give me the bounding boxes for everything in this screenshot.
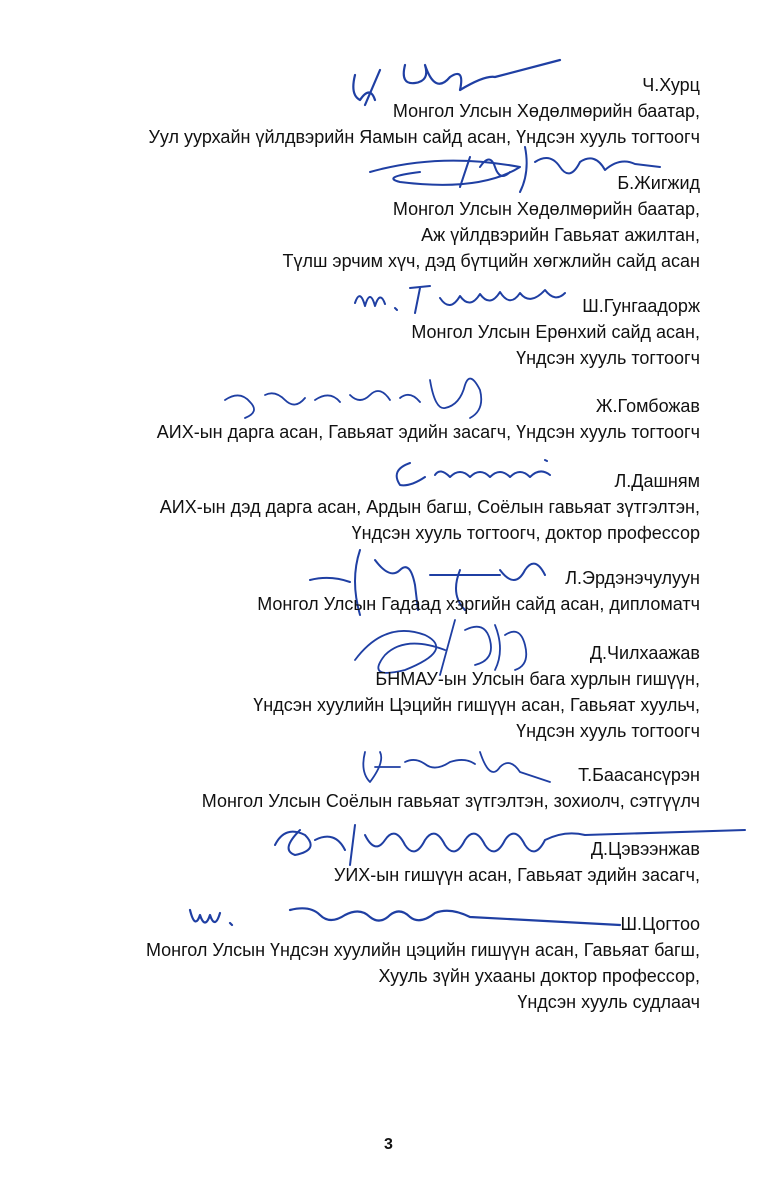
signatory-title-line: Монгол Улсын Гадаад хэргийн сайд асан, дипломатч xyxy=(257,594,700,614)
signatory-block-erdenechuluun xyxy=(257,565,700,617)
signatory-name: Т.Баасансүрэн xyxy=(578,765,700,785)
signatory-title-line: БНМАУ-ын Улсын бага хурлын гишүүн, xyxy=(375,669,700,689)
signatory-title-line: Үндсэн хууль тогтоогч xyxy=(516,721,700,741)
signatory-name: Ж.Гомбожав xyxy=(595,396,700,416)
signatory-block-gombojav xyxy=(157,393,700,445)
signatory-block-gungaadorj xyxy=(411,293,700,371)
page-number: 3 xyxy=(384,1136,393,1153)
signatory-block-jigjid xyxy=(282,170,700,274)
signatory-block-khurts xyxy=(148,72,700,150)
signatory-title-line: Аж үйлдвэрийн Гавьяат ажилтан, xyxy=(421,225,700,245)
signatory-title-line: Монгол Улсын Хөдөлмөрийн баатар, xyxy=(392,199,700,219)
signatory-title-line: Үндсэн хууль тогтоогч xyxy=(516,348,700,368)
signatory-title-line: Үндсэн хууль судлаач xyxy=(517,992,700,1012)
signatory-block-dashnyam xyxy=(160,468,700,546)
signatory-name: Л.Дашням xyxy=(614,471,700,491)
signatory-title-line: АИХ-ын дарга асан, Гавьяат эдийн засагч, Үндсэн хууль тогтоогч xyxy=(156,422,700,442)
signatory-title-line: Түлш эрчим хүч, дэд бүтцийн хөгжлийн сайд асан xyxy=(282,251,700,271)
signatory-name: Ч.Хурц xyxy=(642,75,700,95)
signatory-name: Д.Цэвээнжав xyxy=(590,839,700,859)
signatory-title-line: Үндсэн хуулийн Цэцийн гишүүн асан, Гавьяат хуульч, xyxy=(253,695,700,715)
signatory-title-line: Монгол Улсын Соёлын гавьяат зүтгэлтэн, зохиолч, сэтгүүлч xyxy=(201,791,700,811)
signatory-block-tseveenjav xyxy=(334,836,700,888)
signatory-title-line: Монгол Улсын Ерөнхий сайд асан, xyxy=(411,322,700,342)
signatory-name: Л.Эрдэнэчулуун xyxy=(565,568,700,588)
signatory-name: Ш.Гунгаадорж xyxy=(582,296,700,316)
signatory-block-baasansuren xyxy=(202,762,700,814)
signatory-title-line: Үндсэн хууль тогтоогч, доктор профессор xyxy=(351,523,700,543)
signatory-name: Д.Чилхаажав xyxy=(589,643,700,663)
signatory-title-line: АИХ-ын дэд дарга асан, Ардын багш, Соёлын гавьяат зүтгэлтэн, xyxy=(159,497,700,517)
signatory-name: Б.Жигжид xyxy=(617,173,700,193)
signatory-block-tsogtoo xyxy=(146,911,700,1015)
signatory-title-line: Монгол Улсын Хөдөлмөрийн баатар, xyxy=(392,101,700,121)
signatory-title-line: Монгол Улсын Үндсэн хуулийн цэцийн гишүүн асан, Гавьяат багш, xyxy=(145,940,700,960)
signatory-block-chilkhaajav xyxy=(253,640,700,744)
signatory-title-line: Уул уурхайн үйлдвэрийн Яамын сайд асан, Үндсэн хууль тогтоогч xyxy=(148,127,700,147)
signatory-name: Ш.Цогтоо xyxy=(620,914,700,934)
signatory-title-line: Хууль зүйн ухааны доктор профессор, xyxy=(378,966,700,986)
signatory-title-line: УИХ-ын гишүүн асан, Гавьяат эдийн засагч, xyxy=(333,865,700,885)
